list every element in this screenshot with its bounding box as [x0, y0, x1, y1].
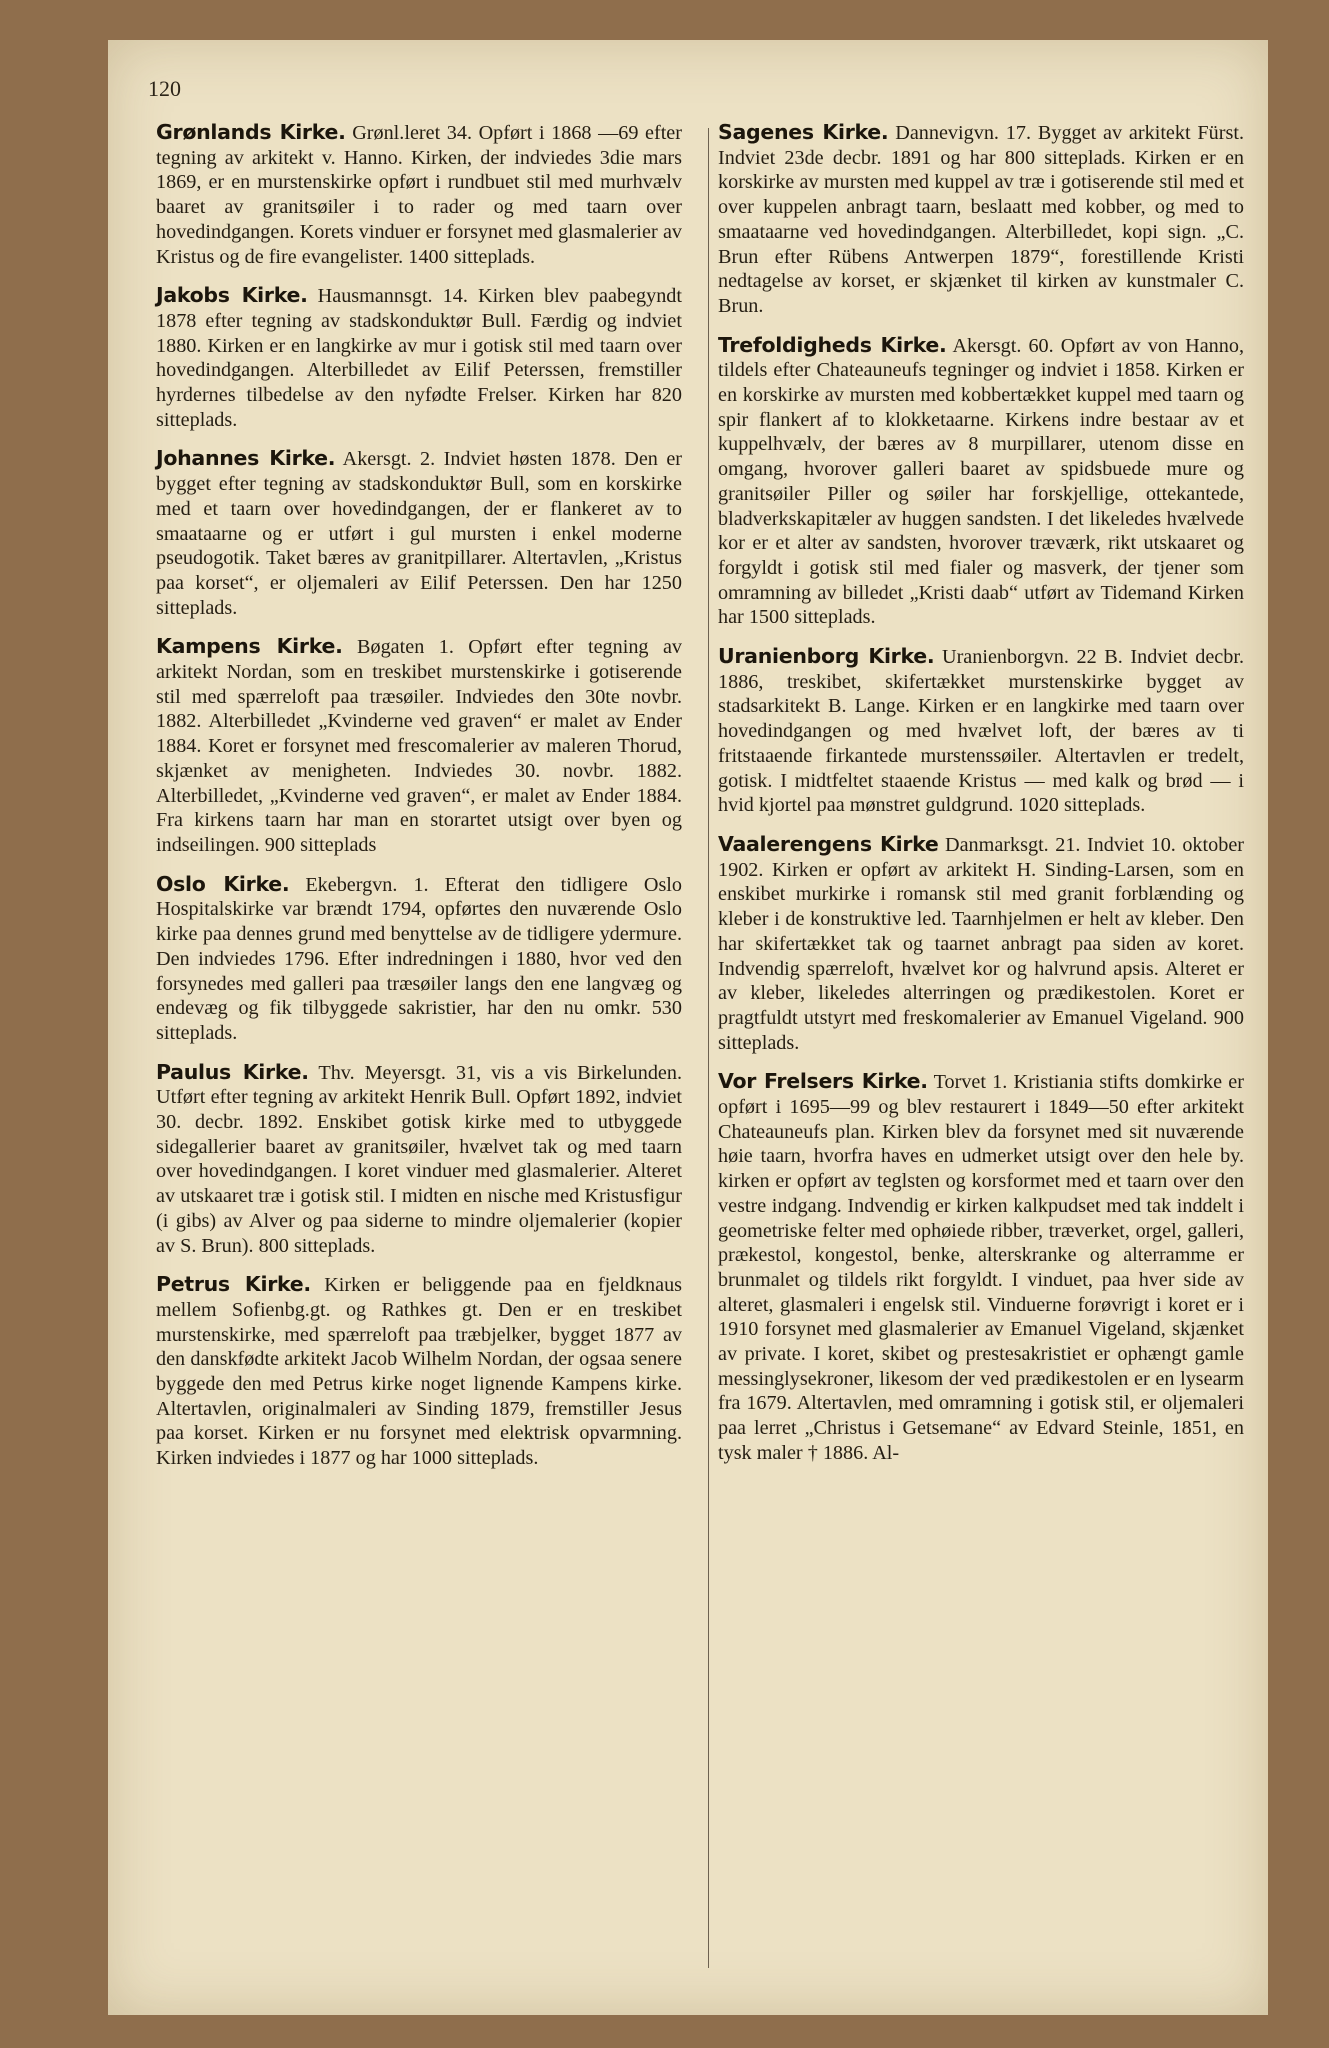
- entry-title: Paulus Kirke.: [156, 1059, 309, 1084]
- church-entry-jakobs: [156, 283, 682, 432]
- entry-title: Vaalerengens Kirke: [718, 831, 939, 856]
- entry-title: Grønlands Kirke.: [156, 120, 346, 144]
- church-entry-kampens: [156, 634, 682, 857]
- church-entry-oslo: [156, 872, 682, 1046]
- entry-body: Torvet 1. Kristiania stifts domkirke er opført i 1695—99 og blev restaurert i 1849—50 efter arkitekt Chateauneufs plan. Kirken blev da forsynet med sit nuværende høie taarn, hvorfra haves en udmerket utsigt over den hele by. kirken er opført av teglsten og korsformet med et taarn over den vestre indgang. Indvendig er kirken kalkpudset med tak inddelt i geometriske felter med ophøiede ribber, træverket, orgel, galleri, prækestol, kongestol, benke, alterskranke og alterramme er brunmalet og tildels rikt forgyldt. I vinduet, paa hver side av alteret, glasmaleri i engelsk stil. Vinduerne forøvrigt i koret er i 1910 forsynet med glasmalerier av Emanuel Vigeland, skjænket av private. I koret, skibet og prestesakristiet er ophængt gamle messinglysekroner, likesom der ved prædikestolen er en lysearm fra 1679. Altertavlen, med omramning i gotisk stil, er oljemaleri paa lerret „Christus i Getsemane“ av Edvard Steinle, 1851, en tysk maler † 1886. Al-: [718, 1071, 1244, 1464]
- entry-title: Vor Frelsers Kirke.: [718, 1069, 928, 1094]
- entry-body: Thv. Meyersgt. 31, vis a vis Birkelunden. Utført efter tegning av arkitekt Henrik Bull. Opført 1892, indviet 30. decbr. 1892. Enskibet gotisk kirke med to utbyggede sidegallerier baaret av granitsøiler, hvælvet tak og med taarn over hovedindgangen. I koret vinduer med glasmalerier. Alteret av utskaaret træ i gotisk stil. I midten en nische med Kristusfigur (i gibs) av Alver og paa siderne to mindre oljemalerier (kopier av S. Brun). 800 sitteplads.: [156, 1061, 683, 1257]
- entry-title: Uranienborg Kirke.: [718, 644, 935, 669]
- church-entry-sagenes: [718, 120, 1244, 319]
- entry-title: Sagenes Kirke.: [718, 120, 889, 144]
- church-entry-uranienborg: [718, 644, 1244, 818]
- page-number: 120: [148, 76, 181, 101]
- left-column: [156, 120, 682, 1485]
- entry-title: Oslo Kirke.: [156, 871, 290, 896]
- entry-title: Johannes Kirke.: [156, 446, 336, 471]
- entry-body: Dannevigvn. 17. Bygget av arkitekt Fürst. Indviet 23de decbr. 1891 og har 800 sitteplads. Kirken er en korskirke av mursten med kuppel av træ i gotiserende stil med et over kuppelen anbragt taarn, beslaatt med kobber, og med to smaataarne ved hovedindgangen. Alterbilledet, kopi sign. „C. Brun efter Rübens Antwerpen 1879“, forestillende Kristi nedtagelse av korset, er skjænket til kirken av kunstmaler C. Brun.: [718, 122, 1244, 317]
- church-entry-paulus: [156, 1060, 682, 1259]
- entry-body: Bøgaten 1. Opført efter tegning av arkitekt Nordan, som en treskibet murstenskirke i gotiserende stil med spærreloft paa træsøiler. Indviedes den 30te novbr. 1882. Alterbilledet „Kvinderne ved graven“ er malet av Ender 1884. Koret er forsynet med frescomalerier av maleren Thorud, skjænket av menigheten. Indviedes 30. novbr. 1882. Alterbilledet, „Kvinderne ved graven“, er malet av Ender 1884. Fra kirkens taarn har man en storartet utsigt over byen og indseilingen. 900 sitteplads: [156, 636, 682, 856]
- church-entry-petrus: [156, 1272, 682, 1471]
- entry-title: Jakobs Kirke.: [156, 283, 308, 308]
- right-column: [718, 120, 1244, 1480]
- entry-body: Grønl.leret 34. Opført i 1868 —69 efter tegning av arkitekt v. Hanno. Kirken, der indviedes 3die mars 1869, er en murstenskirke opført i rundbuet stil med murhvælv baaret av granitsøiler i to rader og med taarn over hovedindgangen. Korets vinduer er forsynet med glasmalerier av Kristus og de fire evangelister. 1400 sitteplads.: [156, 122, 682, 268]
- entry-title: Trefoldigheds Kirke.: [718, 332, 947, 357]
- entry-body: Danmarksgt. 21. Indviet 10. oktober 1902. Kirken er opført av arkitekt H. Sinding-Larsen, som en enskibet murkirke i romansk stil med granit forblænding og kleber i de konstruktive led. Taarnhjelmen er helt av kleber. Den har skifertækket tak og taarnet anbragt paa siden av koret. Indvendig spærreloft, hvælvet kor og halvrund apsis. Alteret er av kleber, likeledes alterringen og prædikestolen. Koret er pragtfuldt utstyrt med freskomalerier av Emanuel Vigeland. 900 sitteplads.: [718, 833, 1244, 1054]
- church-entry-johannes: [156, 446, 682, 620]
- church-entry-vaalerengens: [718, 832, 1244, 1055]
- church-entry-gronlands: [156, 120, 682, 269]
- column-divider: [708, 128, 709, 1968]
- document-page: [108, 40, 1268, 2015]
- entry-body: Hausmannsgt. 14. Kirken blev paabegyndt 1878 efter tegning av stadskonduktør Bull. Færdig og indviet 1880. Kirken er en langkirke av mur i gotisk stil med taarn over hovedindgangen. Alterbilledet av Eilif Peterssen, fremstiller hyrdernes tilbedelse av den nyfødte Frelser. Kirken har 820 sitteplads.: [156, 285, 683, 431]
- entry-body: Uranienborgvn. 22 B. Indviet decbr. 1886, treskibet, skifertækket murstenskirke bygget av stadsarkitekt B. Lange. Kirken er en langkirke med taarn over hovedindgangen og med hvælvet loft, der bæres av ti fritstaaende firkantede murstenssøiler. Altertavlen er tredelt, gotisk. I midtfeltet staaende Kristus — med kalk og brød — i hvid kjortel paa mønstret guldgrund. 1020 sitteplads.: [718, 646, 1244, 817]
- entry-body: Akersgt. 60. Opført av von Hanno, tildels efter Chateauneufs tegninger og indviet i 1858. Kirken er en korskirke av mursten med kobbertækket kuppel med taarn og spir flankert af to klokketaarne. Kirkens indre bestaar av et kuppelhvælv, der bæres av 8 murpillarer, utenom disse en omgang, hvorover galleri baaret av spidsbuede mure og granitsøiler Piller og søiler har forskjellige, ottekantede, bladverkskapitæler av huggen sandsten. I det likeledes hvælvede kor er et alter av sandsten, hvorover træværk, rikt utskaaret og forgyldt i gotisk stil med fialer og masverk, der tjener som omramning av billedet „Kristi daab“ utført av Tidemand Kirken har 1500 sitteplads.: [718, 334, 1244, 629]
- church-entry-vor-frelsers: [718, 1069, 1244, 1465]
- church-entry-trefoldigheds: [718, 333, 1244, 630]
- entry-body: Kirken er beliggende paa en fjeldknaus mellem Sofienbg.gt. og Rathkes gt. Den er en treskibet murstenskirke, med spærreloft paa træbjelker, bygget 1877 av den danskfødte arkitekt Jacob Wilhelm Nordan, der ogsaa senere byggede den med Petrus kirke noget lignende Kampens kirke. Altertavlen, originalmaleri av Sinding 1879, fremstiller Jesus paa korset. Kirken er nu forsynet med elektrisk opvarmning. Kirken indviedes i 1877 og har 1000 sitteplads.: [156, 1274, 683, 1470]
- entry-body: Ekebergvn. 1. Efterat den tidligere Oslo Hospitalskirke var brændt 1794, opførtes den nuværende Oslo kirke paa dennes grund med benyttelse av de tidligere ydermure. Den indviedes 1796. Efter indredningen i 1880, hvor ved den forsynedes med galleri paa træsøiler langs den ene langvæg og endevæg og fik tilbyggede sakristier, har den nu omkr. 530 sitteplads.: [156, 873, 683, 1044]
- entry-title: Petrus Kirke.: [156, 1272, 311, 1297]
- entry-title: Kampens Kirke.: [156, 634, 343, 659]
- entry-body: Akersgt. 2. Indviet høsten 1878. Den er bygget efter tegning av stadskonduktør Bull, som en korskirke med et taarn over hovedindgangen, der er flankeret av to smaataarne og er utført i gul mursten i enkel moderne pseudogotik. Taket bæres av granitpillarer. Altertavlen, „Kristus paa korset“, er oljemaleri av Eilif Peterssen. Den har 1250 sitteplads.: [156, 448, 682, 619]
